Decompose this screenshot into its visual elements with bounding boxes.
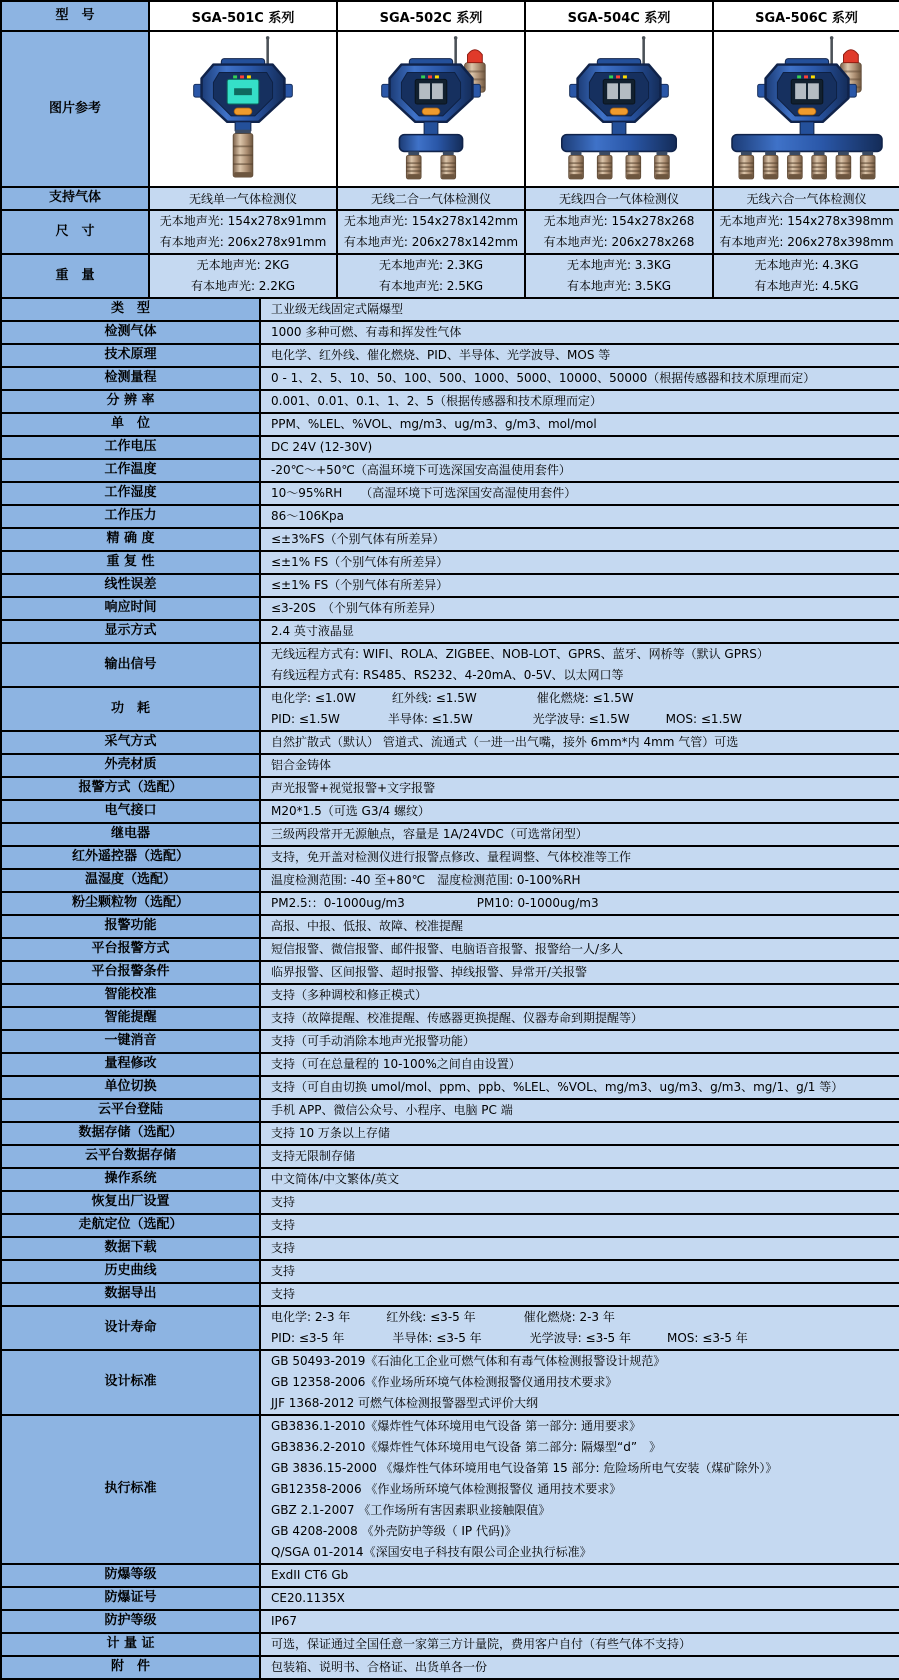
spec-value-line: 工业级无线固定式隔爆型 — [271, 302, 404, 316]
spec-label: 温湿度（选配） — [1, 869, 260, 892]
spec-value — [260, 687, 899, 731]
spec-value-line: 支持 — [271, 1287, 296, 1301]
spec-label: 设计寿命 — [1, 1306, 260, 1350]
spec-value-line: GB3836.2-2010《爆炸性气体环境用电气设备 第二部分: 隔爆型“d” 》 — [271, 1440, 662, 1454]
gas-detector-image-sga504c — [526, 33, 712, 181]
spec-label: 智能提醒 — [1, 1007, 260, 1030]
spec-row — [1, 1633, 899, 1656]
spec-row — [1, 754, 899, 777]
spec-row — [1, 938, 899, 961]
spec-value-line: ≤±1% FS（个别气体有所差异） — [271, 555, 449, 569]
spec-row — [1, 1122, 899, 1145]
spec-value — [260, 528, 899, 551]
spec-row — [1, 1656, 899, 1679]
spec-label: 电气接口 — [1, 800, 260, 823]
spec-value — [260, 298, 899, 321]
supported-gas-value: 无线二合一气体检测仪 — [337, 187, 525, 210]
spec-label: 数据存储（选配） — [1, 1122, 260, 1145]
spec-value-line: GB 3836.15-2000 《爆炸性气体环境用电气设备第 15 部分: 危险场所电气安装（煤矿除外）》 — [271, 1461, 778, 1475]
supported-gas-row — [1, 187, 899, 210]
spec-label: 重 复 性 — [1, 551, 260, 574]
spec-value-line: 包装箱、说明书、合格证、出货单各一份 — [271, 1660, 488, 1674]
spec-value — [260, 1587, 899, 1610]
spec-row — [1, 321, 899, 344]
spec-row — [1, 1191, 899, 1214]
spec-value — [260, 1415, 899, 1564]
supported-gas-value: 无线四合一气体检测仪 — [525, 187, 713, 210]
spec-value — [260, 1007, 899, 1030]
spec-value — [260, 1145, 899, 1168]
spec-value — [260, 390, 899, 413]
spec-value-line: 1000 多种可燃、有毒和挥发性气体 — [271, 325, 462, 339]
spec-value-line: DC 24V (12-30V) — [271, 440, 373, 454]
spec-value-line: Q/SGA 01-2014《深国安电子科技有限公司企业执行标准》 — [271, 1545, 592, 1559]
model-name-sga502c: SGA-502C 系列 — [337, 1, 525, 31]
spec-row — [1, 823, 899, 846]
spec-label: 工作温度 — [1, 459, 260, 482]
spec-value — [260, 1633, 899, 1656]
spec-value — [260, 551, 899, 574]
spec-value-line: 支持 — [271, 1264, 296, 1278]
spec-row — [1, 1076, 899, 1099]
alarm-beacon-icon — [468, 50, 483, 63]
spec-label: 检测量程 — [1, 367, 260, 390]
product-overview-table — [0, 0, 899, 299]
model-name-sga504c: SGA-504C 系列 — [525, 1, 713, 31]
spec-label: 工作湿度 — [1, 482, 260, 505]
spec-value — [260, 961, 899, 984]
spec-value-line: 手机 APP、微信公众号、小程序、电脑 PC 端 — [271, 1103, 513, 1117]
spec-row — [1, 1145, 899, 1168]
spec-value-line: 0.001、0.01、0.1、1、2、5（根据传感器和技术原理而定） — [271, 394, 603, 408]
spec-value-line: PM2.5:：0-1000ug/m3 PM10: 0-1000ug/m3 — [271, 896, 599, 910]
spec-value — [260, 754, 899, 777]
spec-value — [260, 1656, 899, 1679]
spec-row — [1, 413, 899, 436]
weight-label: 重 量 — [1, 254, 149, 298]
spec-label: 云平台数据存储 — [1, 1145, 260, 1168]
spec-row — [1, 597, 899, 620]
spec-value — [260, 620, 899, 643]
spec-value — [260, 869, 899, 892]
spec-value — [260, 1076, 899, 1099]
spec-value — [260, 321, 899, 344]
spec-value-line: 支持无限制存储 — [271, 1149, 356, 1163]
spec-row — [1, 1007, 899, 1030]
spec-label: 精 确 度 — [1, 528, 260, 551]
spec-label: 报警方式（选配） — [1, 777, 260, 800]
spec-value-line: 声光报警+视觉报警+文字报警 — [271, 781, 436, 795]
spec-value-line: ExdII CT6 Gb — [271, 1568, 349, 1582]
spec-value — [260, 846, 899, 869]
spec-row — [1, 1214, 899, 1237]
spec-value-line: 86～106Kpa — [271, 509, 345, 523]
spec-value — [260, 1564, 899, 1587]
spec-row — [1, 344, 899, 367]
spec-row — [1, 551, 899, 574]
spec-label: 检测气体 — [1, 321, 260, 344]
size-value: 无本地声光: 154x278x142mm 有本地声光: 206x278x142mm — [337, 210, 525, 254]
model-header-row — [1, 1, 899, 31]
spec-value-line: 临界报警、区间报警、超时报警、掉线报警、异常开/关报警 — [271, 965, 588, 979]
image-row-label: 图片参考 — [1, 31, 149, 187]
spec-value — [260, 1214, 899, 1237]
spec-row — [1, 1350, 899, 1415]
spec-value-line: 自然扩散式（默认） 管道式、流通式（一进一出气嘴，接外 6mm*内 4mm 气管）可选 — [271, 735, 739, 749]
spec-label: 计 量 证 — [1, 1633, 260, 1656]
spec-row — [1, 620, 899, 643]
spec-value-line: PID: ≤3-5 年 半导体: ≤3-5 年 光学波导: ≤3-5 年 MOS: ≤3-5 年 — [271, 1331, 748, 1345]
spec-label: 响应时间 — [1, 597, 260, 620]
spec-row — [1, 1564, 899, 1587]
spec-label: 恢复出厂设置 — [1, 1191, 260, 1214]
spec-row — [1, 961, 899, 984]
spec-row — [1, 1099, 899, 1122]
spec-value-line: -20℃～+50℃（高温环境下可选深国安高温使用套件） — [271, 463, 571, 477]
spec-value — [260, 1099, 899, 1122]
wireless-4in1-gas-detector-icon — [526, 33, 712, 181]
spec-row — [1, 687, 899, 731]
spec-label: 防护等级 — [1, 1610, 260, 1633]
weight-value: 无本地声光: 3.3KG 有本地声光: 3.5KG — [525, 254, 713, 298]
size-label: 尺 寸 — [1, 210, 149, 254]
spec-row — [1, 892, 899, 915]
model-name-sga506c: SGA-506C 系列 — [713, 1, 899, 31]
spec-value — [260, 1610, 899, 1633]
wireless-6in1-gas-detector-icon — [714, 33, 899, 181]
spec-value-line: 支持，免开盖对检测仪进行报警点修改、量程调整、气体校准等工作 — [271, 850, 632, 864]
spec-row — [1, 459, 899, 482]
spec-value — [260, 1260, 899, 1283]
spec-row — [1, 846, 899, 869]
supported-gas-value: 无线六合一气体检测仪 — [713, 187, 899, 210]
spec-value-line: 支持（多种调校和修正模式） — [271, 988, 428, 1002]
spec-label: 执行标准 — [1, 1415, 260, 1564]
spec-value-line: 短信报警、微信报警、邮件报警、电脑语音报警、报警给一人/多人 — [271, 942, 624, 956]
spec-label: 功 耗 — [1, 687, 260, 731]
spec-label: 云平台登陆 — [1, 1099, 260, 1122]
spec-value — [260, 413, 899, 436]
spec-row — [1, 731, 899, 754]
spec-row — [1, 800, 899, 823]
spec-label: 外壳材质 — [1, 754, 260, 777]
spec-value-line: 高报、中报、低报、故障、校准提醒 — [271, 919, 464, 933]
spec-row — [1, 1237, 899, 1260]
spec-value — [260, 1122, 899, 1145]
spec-row — [1, 1283, 899, 1306]
supported-gas-label: 支持气体 — [1, 187, 149, 210]
spec-value-line: M20*1.5（可选 G3/4 螺纹） — [271, 804, 430, 818]
spec-label: 走航定位（选配） — [1, 1214, 260, 1237]
spec-value-line: 可选，保证通过全国任意一家第三方计量院，费用客户自付（有些气体不支持） — [271, 1637, 692, 1651]
button — [610, 108, 628, 115]
spec-label: 单位切换 — [1, 1076, 260, 1099]
spec-value-line: CE20.1135X — [271, 1591, 345, 1605]
spec-value-line: 支持（可自由切换 umol/mol、ppm、ppb、%LEL、%VOL、mg/m3、ug/m3、g/m3、mg/1、g/1 等） — [271, 1080, 844, 1094]
spec-value-line: 支持 — [271, 1241, 296, 1255]
spec-value — [260, 436, 899, 459]
supported-gas-value: 无线单一气体检测仪 — [149, 187, 337, 210]
spec-value — [260, 367, 899, 390]
gas-detector-image-sga506c — [714, 33, 899, 181]
spec-row — [1, 869, 899, 892]
spec-value-line: 支持（可手动消除本地声光报警功能） — [271, 1034, 476, 1048]
sensor-manifold — [562, 135, 676, 152]
model-name-sga501c: SGA-501C 系列 — [149, 1, 337, 31]
spec-row — [1, 1587, 899, 1610]
spec-value — [260, 1306, 899, 1350]
spec-value-line: JJF 1368-2012 可燃气体检测报警器型式评价大纲 — [271, 1396, 539, 1410]
spec-value-line: 电化学: ≤1.0W 红外线: ≤1.5W 催化燃烧: ≤1.5W — [271, 691, 634, 705]
spec-label: 工作压力 — [1, 505, 260, 528]
spec-value-line: 0 - 1、2、5、10、50、100、500、1000、5000、10000、50000（根据传感器和技术原理而定） — [271, 371, 816, 385]
spec-value-line: GBZ 2.1-2007 《工作场所有害因素职业接触限值》 — [271, 1503, 551, 1517]
spec-label: 防爆证号 — [1, 1587, 260, 1610]
spec-value — [260, 597, 899, 620]
spec-label: 类 型 — [1, 298, 260, 321]
spec-label: 智能校准 — [1, 984, 260, 1007]
spec-row — [1, 1053, 899, 1076]
spec-row — [1, 1415, 899, 1564]
spec-value — [260, 938, 899, 961]
spec-value-line: 无线远程方式有: WIFI、ROLA、ZIGBEE、NOB-LOT、GPRS、蓝牙、网桥等（默认 GPRS） — [271, 647, 769, 661]
spec-row — [1, 436, 899, 459]
spec-value-line: 2.4 英寸液晶显 — [271, 624, 354, 638]
spec-row — [1, 574, 899, 597]
spec-value — [260, 1237, 899, 1260]
spec-row — [1, 1260, 899, 1283]
spec-value-line: 电化学、红外线、催化燃烧、PID、半导体、光学波导、MOS 等 — [271, 348, 611, 362]
spec-value-line: IP67 — [271, 1614, 298, 1628]
spec-value-line: 电化学: 2-3 年 红外线: ≤3-5 年 催化燃烧: 2-3 年 — [271, 1310, 615, 1324]
spec-label: 红外遥控器（选配） — [1, 846, 260, 869]
weight-value: 无本地声光: 2.3KG 有本地声光: 2.5KG — [337, 254, 525, 298]
spec-value — [260, 915, 899, 938]
spec-value — [260, 1053, 899, 1076]
spec-value — [260, 1030, 899, 1053]
spec-label: 输出信号 — [1, 643, 260, 687]
spec-value-line: 三级两段常开无源触点，容量是 1A/24VDC（可选常闭型） — [271, 827, 588, 841]
spec-value — [260, 823, 899, 846]
spec-value — [260, 482, 899, 505]
spec-row — [1, 390, 899, 413]
spec-row — [1, 643, 899, 687]
button — [422, 108, 440, 115]
spec-value — [260, 892, 899, 915]
spec-value-line: ≤3-20S （个别气体有所差异） — [271, 601, 442, 615]
sensor-manifold — [399, 135, 462, 152]
spec-row — [1, 1030, 899, 1053]
spec-label: 量程修改 — [1, 1053, 260, 1076]
gas-detector-image-sga502c — [338, 33, 524, 181]
spec-label: 数据下载 — [1, 1237, 260, 1260]
spec-label: 工作电压 — [1, 436, 260, 459]
weight-value: 无本地声光: 2KG 有本地声光: 2.2KG — [149, 254, 337, 298]
weight-row — [1, 254, 899, 298]
spec-value-line: GB3836.1-2010《爆炸性气体环境用电气设备 第一部分: 通用要求》 — [271, 1419, 642, 1433]
spec-value-line: ≤±1% FS（个别气体有所差异） — [271, 578, 449, 592]
spec-label: 继电器 — [1, 823, 260, 846]
spec-value — [260, 574, 899, 597]
spec-label: 显示方式 — [1, 620, 260, 643]
spec-row — [1, 298, 899, 321]
image-row — [1, 31, 899, 187]
spec-label: 报警功能 — [1, 915, 260, 938]
spec-label: 分 辨 率 — [1, 390, 260, 413]
spec-value — [260, 1283, 899, 1306]
spec-value-line: 温度检测范围: -40 至+80℃ 湿度检测范围: 0-100%RH — [271, 873, 581, 887]
spec-value-line: 支持（故障提醒、校准提醒、传感器更换提醒、仪器寿命到期提醒等） — [271, 1011, 644, 1025]
spec-row — [1, 367, 899, 390]
spec-value — [260, 1191, 899, 1214]
spec-row — [1, 528, 899, 551]
spec-value — [260, 1350, 899, 1415]
model-header-label: 型 号 — [1, 1, 149, 31]
spec-value-line: 支持 10 万条以上存储 — [271, 1126, 390, 1140]
spec-value — [260, 459, 899, 482]
spec-value — [260, 505, 899, 528]
spec-label: 粉尘颗粒物（选配） — [1, 892, 260, 915]
spec-label: 历史曲线 — [1, 1260, 260, 1283]
alarm-beacon-icon — [844, 50, 859, 63]
size-value: 无本地声光: 154x278x398mm 有本地声光: 206x278x398mm — [713, 210, 899, 254]
sensor-manifold — [732, 135, 882, 152]
spec-row — [1, 984, 899, 1007]
spec-value-line: 支持 — [271, 1195, 296, 1209]
spec-label: 操作系统 — [1, 1168, 260, 1191]
spec-row — [1, 1168, 899, 1191]
spec-label: 设计标准 — [1, 1350, 260, 1415]
spec-value — [260, 800, 899, 823]
spec-value-line: GB12358-2006 《作业场所环境气体检测报警仪 通用技术要求》 — [271, 1482, 622, 1496]
spec-value-line: GB 50493-2019《石油化工企业可燃气体和有毒气体检测报警设计规范》 — [271, 1354, 666, 1368]
wireless-single-gas-detector-icon — [150, 33, 336, 181]
spec-label: 一键消音 — [1, 1030, 260, 1053]
spec-value — [260, 1168, 899, 1191]
spec-row — [1, 1306, 899, 1350]
spec-value-line: ≤±3%FS（个别气体有所差异） — [271, 532, 445, 546]
spec-row — [1, 482, 899, 505]
spec-row — [1, 505, 899, 528]
spec-value — [260, 731, 899, 754]
button — [798, 108, 816, 115]
spec-value — [260, 344, 899, 367]
spec-label: 数据导出 — [1, 1283, 260, 1306]
spec-value-line: 10～95%RH （高湿环境下可选深国安高湿使用套件） — [271, 486, 577, 500]
spec-value-line: 支持（可在总量程的 10-100%之间自由设置） — [271, 1057, 521, 1071]
spec-label: 技术原理 — [1, 344, 260, 367]
spec-label: 采气方式 — [1, 731, 260, 754]
spec-row — [1, 915, 899, 938]
wireless-2in1-gas-detector-icon — [338, 33, 524, 181]
spec-row — [1, 1610, 899, 1633]
spec-value-line: 有线远程方式有: RS485、RS232、4-20mA、0-5V、以太网口等 — [271, 668, 624, 682]
spec-value — [260, 643, 899, 687]
spec-label: 单 位 — [1, 413, 260, 436]
weight-value: 无本地声光: 4.3KG 有本地声光: 4.5KG — [713, 254, 899, 298]
size-row — [1, 210, 899, 254]
size-value: 无本地声光: 154x278x268 有本地声光: 206x278x268 — [525, 210, 713, 254]
size-value: 无本地声光: 154x278x91mm 有本地声光: 206x278x91mm — [149, 210, 337, 254]
spec-value-line: PPM、%LEL、%VOL、mg/m3、ug/m3、g/m3、mol/mol — [271, 417, 597, 431]
spec-value-line: 支持 — [271, 1218, 296, 1232]
gas-detector-image-sga501c — [150, 33, 336, 181]
button — [234, 108, 252, 115]
spec-value-line: 中文简体/中文繁体/英文 — [271, 1172, 400, 1186]
spec-value — [260, 984, 899, 1007]
spec-value-line: GB 12358-2006《作业场所环境气体检测报警仪通用技术要求》 — [271, 1375, 618, 1389]
spec-value-line: 铝合金铸体 — [271, 758, 332, 772]
spec-label: 附 件 — [1, 1656, 260, 1679]
spec-label: 平台报警条件 — [1, 961, 260, 984]
spec-label: 防爆等级 — [1, 1564, 260, 1587]
spec-label: 线性误差 — [1, 574, 260, 597]
spec-row — [1, 777, 899, 800]
spec-label: 平台报警方式 — [1, 938, 260, 961]
spec-detail-table — [0, 297, 899, 1680]
spec-value — [260, 777, 899, 800]
spec-value-line: GB 4208-2008 《外壳防护等级（ IP 代码)》 — [271, 1524, 517, 1538]
spec-value-line: PID: ≤1.5W 半导体: ≤1.5W 光学波导: ≤1.5W MOS: ≤1.5W — [271, 712, 742, 726]
